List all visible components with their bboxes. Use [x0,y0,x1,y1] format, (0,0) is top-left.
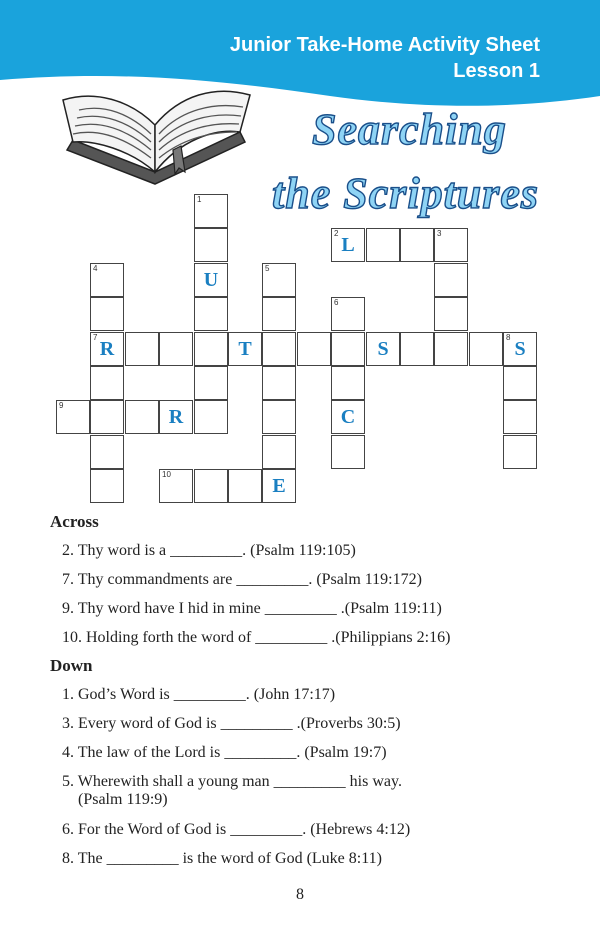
crossword-cell[interactable] [90,469,124,503]
given-letter: R [99,338,115,360]
given-letter: L [341,234,355,256]
crossword-cell[interactable] [194,263,228,297]
crossword-cell[interactable] [90,297,124,331]
crossword-cell[interactable] [331,297,365,331]
down-heading: Down [50,656,93,675]
crossword-cell[interactable] [331,400,365,434]
across-clue-2: 2. Thy word is a _________. (Psalm 119:105) [62,542,356,559]
crossword-cell[interactable] [331,332,365,366]
crossword-cell[interactable] [194,400,228,434]
crossword-cell[interactable] [262,263,296,297]
crossword-cell[interactable] [434,297,468,331]
crossword-cell[interactable] [331,435,365,469]
crossword-cell[interactable] [125,332,159,366]
page-number: 8 [296,886,304,903]
crossword-cell[interactable] [194,297,228,331]
down-clue-5-text: 5. Wherewith shall a young man _________ his way. [62,773,402,790]
down-clue-4: 4. The law of the Lord is _________. (Psalm 19:7) [62,744,387,761]
crossword-cell[interactable] [262,469,296,503]
clue-number: 7 [93,333,98,342]
crossword-cell[interactable] [159,469,193,503]
clue-number: 1 [197,195,202,204]
crossword-cell[interactable] [56,400,90,434]
crossword-cell[interactable] [503,366,537,400]
crossword-cell[interactable] [90,366,124,400]
given-letter: U [203,269,219,291]
crossword-cell[interactable] [194,332,228,366]
open-book-icon [55,80,260,190]
given-letter: E [272,475,286,497]
down-clue-5-reference: (Psalm 119:9) [78,791,168,808]
across-clue-10: 10. Holding forth the word of _________ .(Philippians 2:16) [62,629,451,646]
given-letter: T [238,338,252,360]
crossword-cell[interactable] [125,400,159,434]
crossword-cell[interactable] [262,400,296,434]
title-the-scriptures: the Scriptures [272,169,540,218]
clue-number: 5 [265,264,270,273]
activity-sheet-heading [230,32,540,84]
given-letter: S [377,338,389,360]
crossword-cell[interactable] [366,332,400,366]
crossword-cell[interactable] [400,228,434,262]
crossword-cell[interactable] [228,469,262,503]
crossword-cell[interactable] [194,366,228,400]
lesson-label: Lesson 1 [453,60,540,82]
crossword-cell[interactable] [262,297,296,331]
clue-number: 3 [437,229,442,238]
crossword-cell[interactable] [194,194,228,228]
crossword-cell[interactable] [262,332,296,366]
across-heading: Across [50,512,99,531]
down-clue-8: 8. The _________ is the word of God (Luke 8:11) [62,850,382,867]
given-letter: C [340,406,356,428]
down-clue-6: 6. For the Word of God is _________. (Hebrews 4:12) [62,821,411,838]
clue-list [50,508,570,873]
crossword-cell[interactable] [366,228,400,262]
title-searching: Searching [312,105,507,154]
crossword-cell[interactable] [331,366,365,400]
activity-sheet-title: Junior Take-Home Activity Sheet [229,34,540,56]
crossword-cell[interactable] [503,332,537,366]
crossword-cell[interactable] [228,332,262,366]
clue-number: 10 [162,470,171,479]
crossword-cell[interactable] [194,469,228,503]
crossword-cell[interactable] [159,400,193,434]
crossword-cell[interactable] [503,400,537,434]
crossword-cell[interactable] [90,400,124,434]
across-clue-9: 9. Thy word have I hid in mine _________ .(Psalm 119:11) [62,600,442,617]
crossword-cell[interactable] [434,263,468,297]
crossword-cell[interactable] [400,332,434,366]
given-letter: S [514,338,526,360]
given-letter: R [168,406,184,428]
crossword-cell[interactable] [434,332,468,366]
clue-number: 8 [506,333,511,342]
crossword-cell[interactable] [194,228,228,262]
crossword-cell[interactable] [90,332,124,366]
across-clue-7: 7. Thy commandments are _________. (Psalm 119:172) [62,571,422,588]
crossword-cell[interactable] [331,228,365,262]
clue-number: 2 [334,229,339,238]
clue-number: 9 [59,401,64,410]
crossword-cell[interactable] [159,332,193,366]
crossword-cell[interactable] [469,332,503,366]
down-clue-1: 1. God’s Word is _________. (John 17:17) [62,686,336,703]
crossword-cell[interactable] [297,332,331,366]
down-clue-5 [50,767,570,815]
clue-number: 4 [93,264,98,273]
crossword-cell[interactable] [262,366,296,400]
crossword-cell[interactable] [503,435,537,469]
crossword-cell[interactable] [262,435,296,469]
crossword-cell[interactable] [90,263,124,297]
clue-number: 6 [334,298,339,307]
crossword-cell[interactable] [90,435,124,469]
crossword-cell[interactable] [434,228,468,262]
down-clue-3: 3. Every word of God is _________ .(Proverbs 30:5) [62,715,401,732]
